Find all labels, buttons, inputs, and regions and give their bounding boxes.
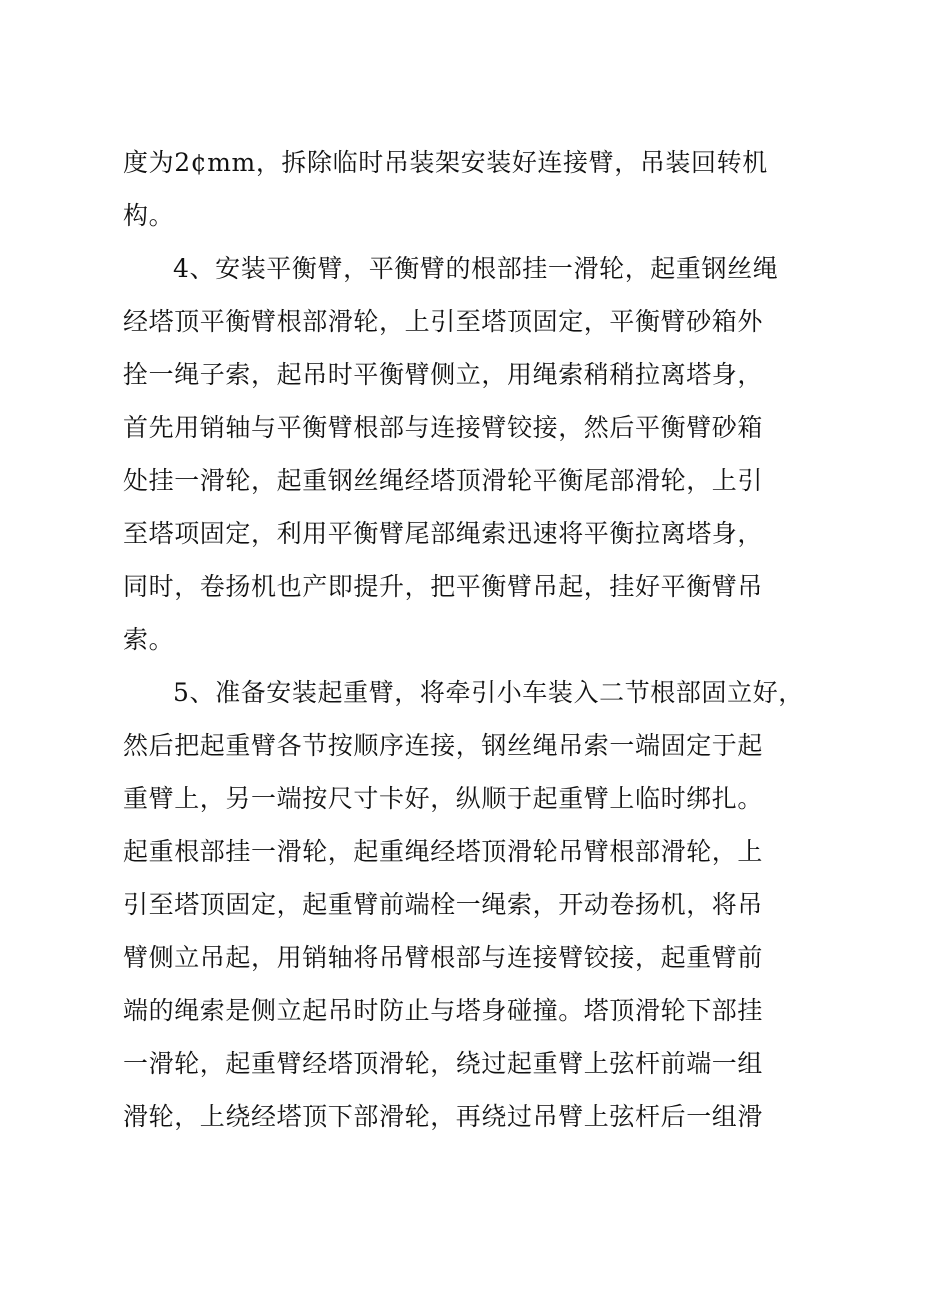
text-line-2: 构。 [123, 201, 175, 230]
text-line-8: 至塔项固定，利用平衡臂尾部绳索迅速将平衡拉离塔身， [123, 519, 764, 548]
body-text [123, 136, 835, 1143]
text-line-11: 5、准备安装起重臂，将牵引小车装入二节根部固立好， [173, 678, 804, 707]
text-line-7: 处挂一滑轮，起重钢丝绳经塔顶滑轮平衡尾部滑轮，上引 [123, 466, 764, 495]
text-line-9: 同时，卷扬机也产即提升，把平衡臂吊起，挂好平衡臂吊 [123, 572, 764, 601]
text-line-5: 拴一绳子索，起吊时平衡臂侧立，用绳索稍稍拉离塔身， [123, 360, 764, 389]
text-line-13: 重臂上，另一端按尺寸卡好，纵顺于起重臂上临时绑扎。 [123, 784, 764, 813]
text-line-4: 经塔顶平衡臂根部滑轮，上引至塔顶固定，平衡臂砂箱外 [123, 307, 764, 336]
text-line-12: 然后把起重臂各节按顺序连接，钢丝绳吊索一端固定于起 [123, 731, 764, 760]
text-line-19: 滑轮，上绕经塔顶下部滑轮，再绕过吊臂上弦杆后一组滑 [123, 1102, 764, 1131]
text-line-17: 端的绳索是侧立起吊时防止与塔身碰撞。塔顶滑轮下部挂 [123, 996, 764, 1025]
text-line-15: 引至塔顶固定，起重臂前端栓一绳索，开动卷扬机，将吊 [123, 890, 764, 919]
text-line-1: 度为2¢mm，拆除临时吊装架安装好连接臂，吊装回转机 [123, 148, 768, 177]
text-line-10: 索。 [123, 625, 175, 654]
text-line-18: 一滑轮，起重臂经塔顶滑轮，绕过起重臂上弦杆前端一组 [123, 1049, 764, 1078]
text-line-6: 首先用销轴与平衡臂根部与连接臂铰接，然后平衡臂砂箱 [123, 413, 764, 442]
text-line-14: 起重根部挂一滑轮，起重绳经塔顶滑轮吊臂根部滑轮，上 [123, 837, 764, 866]
text-line-16: 臂侧立吊起，用销轴将吊臂根部与连接臂铰接，起重臂前 [123, 943, 764, 972]
text-line-3: 4、安装平衡臂，平衡臂的根部挂一滑轮，起重钢丝绳 [173, 254, 779, 283]
